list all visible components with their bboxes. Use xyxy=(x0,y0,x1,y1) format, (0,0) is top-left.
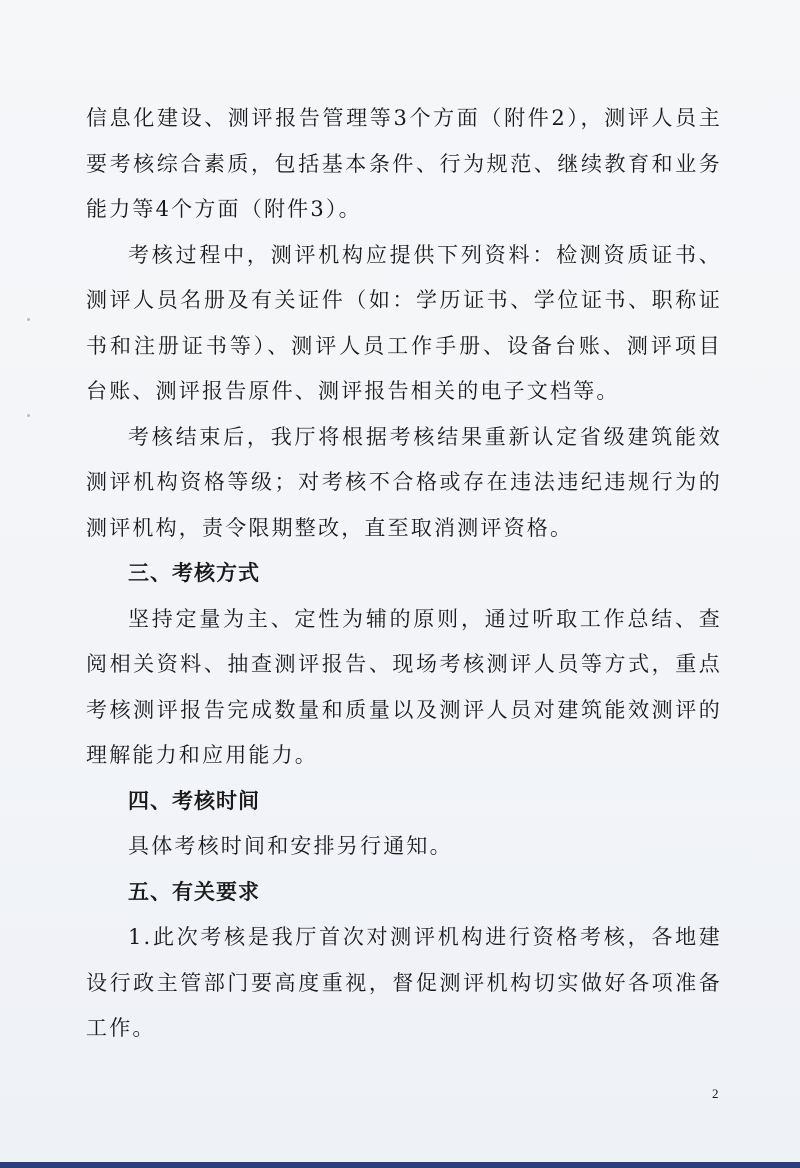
section-heading-requirements: 五、有关要求 xyxy=(128,879,260,904)
scan-speck xyxy=(27,414,30,417)
paragraph-requirement-1: 1.此次考核是我厅首次对测评机构进行资格考核，各地建设行政主管部门要高度重视，督促测评机构切实做好各项准备工作。 xyxy=(86,925,722,1040)
paragraph-materials: 考核过程中，测评机构应提供下列资料：检测资质证书、测评人员名册及有关证件（如：学历证书、学位证书、职称证书和注册证书等）、测评人员工作手册、设备台账、测评项目台账、测评报告原件、测评报告相关的电子文档等。 xyxy=(86,242,722,403)
scan-edge xyxy=(0,1162,800,1168)
paragraph-method: 坚持定量为主、定性为辅的原则，通过听取工作总结、查阅相关资料、抽查测评报告、现场考核测评人员等方式，重点考核测评报告完成数量和质量以及测评人员对建筑能效测评的理解能力和应用能力。 xyxy=(86,606,722,767)
paragraph-results: 考核结束后，我厅将根据考核结果重新认定省级建筑能效测评机构资格等级；对考核不合格或存在违法违纪违规行为的测评机构，责令限期整改，直至取消测评资格。 xyxy=(86,424,722,540)
scan-speck xyxy=(27,318,30,321)
document-body xyxy=(86,96,722,1052)
page-number: 2 xyxy=(712,1086,719,1101)
paragraph-continuation: 信息化建设、测评报告管理等3个方面（附件2），测评人员主要考核综合素质，包括基本条件、行为规范、继续教育和业务能力等4个方面（附件3）。 xyxy=(86,106,722,221)
section-heading-time: 四、考核时间 xyxy=(128,788,260,813)
section-heading-method: 三、考核方式 xyxy=(128,561,260,585)
paragraph-time: 具体考核时间和安排另行通知。 xyxy=(128,834,453,858)
